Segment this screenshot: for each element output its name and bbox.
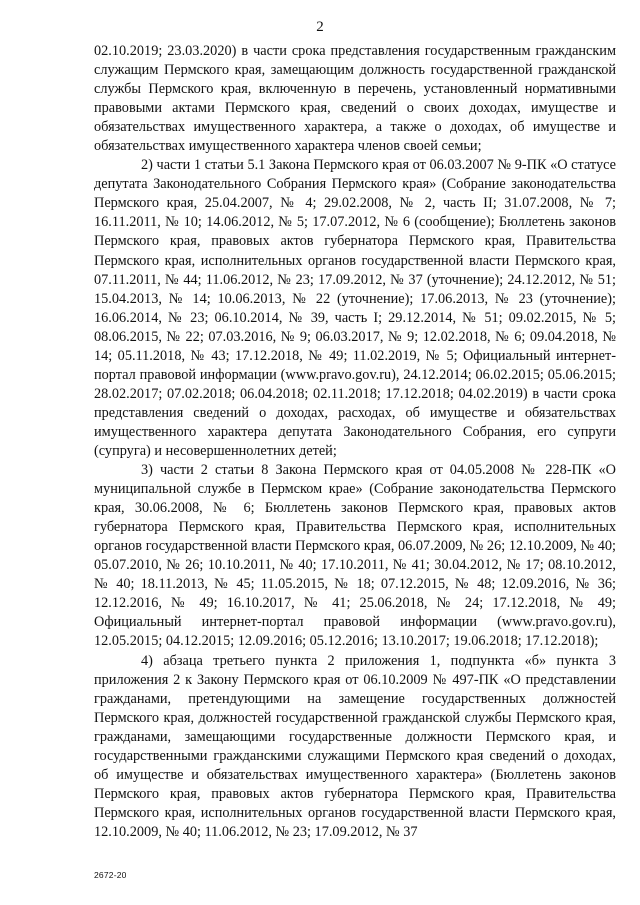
- paragraph-item-2: 2) части 1 статьи 5.1 Закона Пермского края от 06.03.2007 № 9-ПК «О статусе депутата Законодательного Собрания Пермского края» (Собрание законодательства Пермского края, 25.04.2007, № 4; 29.02.2008, № 2, часть II; 31.07.2008, № 7; 16.11.2011, № 10; 14.06.2012, № 5; 17.07.2012, № 6 (сообщение); Бюллетень законов Пермского края, правовых актов губернатора Пермского края, Правительства Пермского края, исполнительных органов государственной власти Пермского края, 07.11.2011, № 44; 11.06.2012, № 23; 17.09.2012, № 37 (уточнение); 24.12.2012, № 51; 15.04.2013, № 14; 10.06.2013, № 22 (уточнение); 17.06.2013, № 23 (уточнение); 16.06.2014, № 23; 06.10.2014, № 39, часть I; 29.12.2014, № 51; 09.02.2015, № 5; 08.06.2015, № 22; 07.03.2016, № 9; 06.03.2017, № 9; 12.02.2018, № 6; 09.04.2018, № 14; 05.11.2018, № 43; 17.12.2018, № 49; 11.02.2019, № 5; Официальный интернет-портал правовой информации (www.pravo.gov.ru), 24.12.2014; 06.02.2015; 05.06.2015; 28.02.2017; 07.02.2018; 06.04.2018; 02.11.2018; 17.12.2018; 04.02.2019) в части срока представления сведений о доходах, расходах, об имуществе и обязательствах имущественного характера депутата Законодательного Собрания, его супруги (супруга) и несовершеннолетних детей;: [94, 157, 616, 459]
- page-number: 2: [316, 19, 324, 35]
- document-code: 2672-20: [94, 870, 127, 880]
- document-body: [94, 42, 616, 842]
- paragraph-continuation: 02.10.2019; 23.03.2020) в части срока представления государственным гражданским служащим Пермского края, замещающим должность государственной гражданской службы Пермского края, включенную в перечень, установленный нормативными правовыми актами Пермского края, сведений о своих доходах, имуществе и обязательствах имущественного характера, а также о доходах, об имуществе и обязательствах имущественного характера членов своей семьи;: [94, 43, 616, 155]
- paragraph-item-4: 4) абзаца третьего пункта 2 приложения 1, подпункта «б» пункта 3 приложения 2 к Закону Пермского края от 06.10.2009 № 497-ПК «О представлении гражданами, претендующими на замещение государственных должностей Пермского края, должностей государственной гражданской службы Пермского края, гражданами, замещающими государственные должности Пермского края, и государственными гражданскими служащими Пермского края сведений о доходах, об имуществе и обязательствах имущественного характера» (Бюллетень законов Пермского края, правовых актов губернатора Пермского края, Правительства Пермского края, исполнительных органов государственной власти Пермского края, 12.10.2009, № 40; 11.06.2012, № 23; 17.09.2012, № 37: [94, 652, 616, 840]
- paragraph-item-3: 3) части 2 статьи 8 Закона Пермского края от 04.05.2008 № 228-ПК «О муниципальной службе в Пермском крае» (Собрание законодательства Пермского края, 30.06.2008, № 6; Бюллетень законов Пермского края, правовых актов губернатора Пермского края, Правительства Пермского края, исполнительных органов государственной власти Пермского края, 06.07.2009, № 26; 12.10.2009, № 40; 05.07.2010, № 26; 10.10.2011, № 40; 17.10.2011, № 41; 30.04.2012, № 17; 08.10.2012, № 40; 18.11.2013, № 45; 11.05.2015, № 18; 07.12.2015, № 48; 12.09.2016, № 36; 12.12.2016, № 49; 16.10.2017, № 41; 25.06.2018, № 24; 17.12.2018, № 49; Официальный интернет-портал правовой информации (www.pravo.gov.ru), 12.05.2015; 04.12.2015; 12.09.2016; 05.12.2016; 13.10.2017; 19.06.2018; 17.12.2018);: [94, 462, 616, 650]
